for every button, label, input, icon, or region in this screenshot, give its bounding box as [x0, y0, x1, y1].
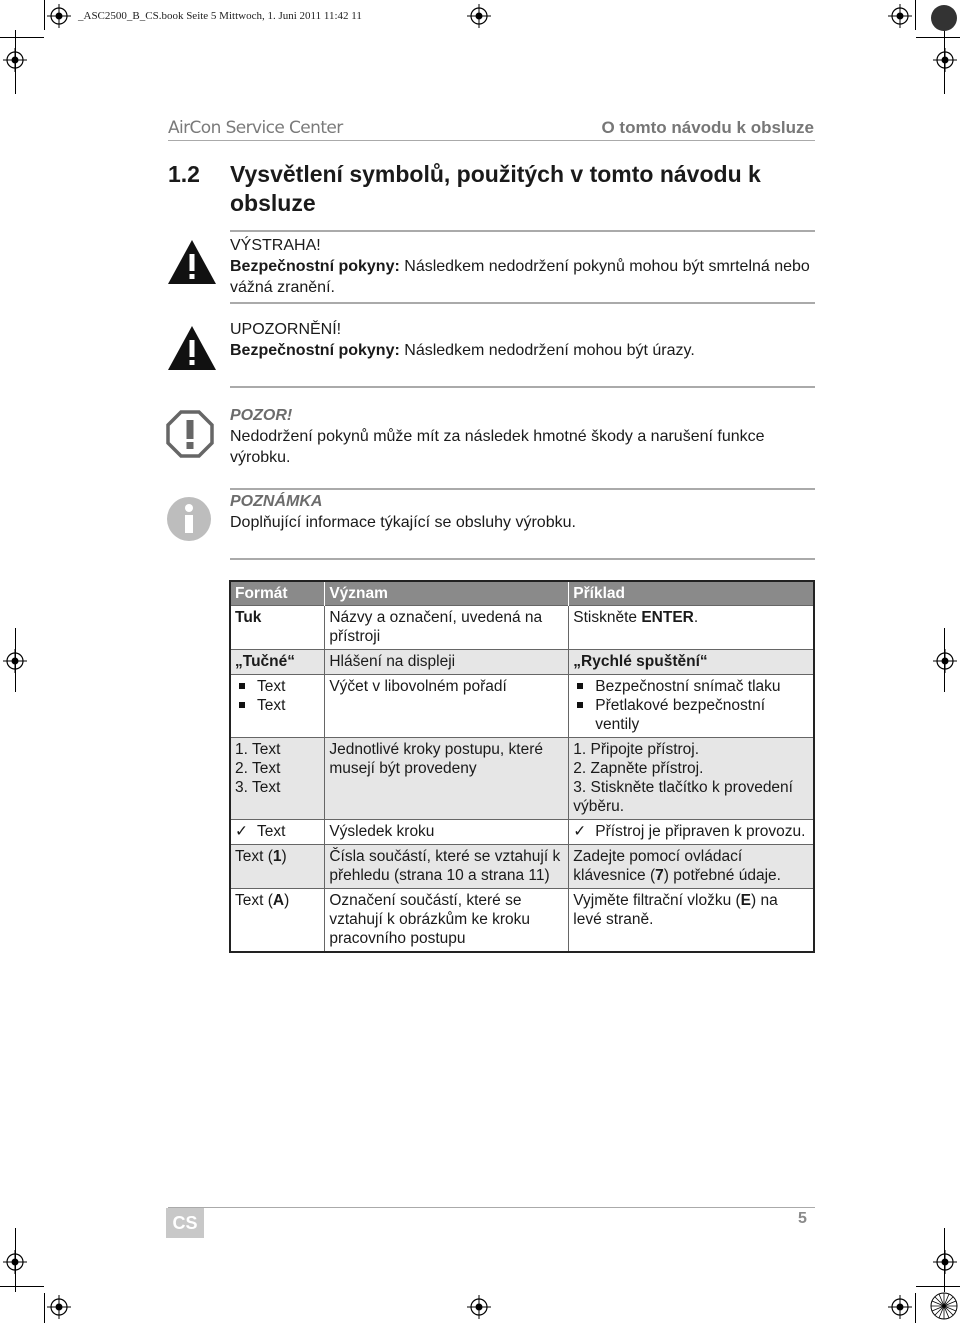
cell-meaning: Názvy a označení, uvedená na přístroji — [325, 606, 569, 650]
info-circle-icon — [166, 496, 212, 542]
registration-mark-icon — [933, 1250, 957, 1274]
notice-rule — [230, 302, 815, 304]
notice-body — [230, 256, 815, 298]
cell-meaning: Výsledek kroku — [325, 820, 569, 845]
cell-meaning: Hlášení na displeji — [325, 650, 569, 675]
bold-text: A — [272, 892, 285, 909]
registration-mark-icon — [3, 48, 27, 72]
step-item: 2. Zapněte přístroj. — [573, 760, 704, 777]
cell-format — [230, 675, 325, 738]
cell-format: „Tučné“ — [230, 650, 325, 675]
registration-mark-icon — [3, 649, 27, 673]
heading-title: Vysvětlení symbolů, použitých v tomto návodu k obsluze — [230, 161, 761, 216]
notice-body — [230, 340, 815, 361]
registration-mark-icon — [467, 4, 491, 28]
cell-format — [230, 845, 325, 889]
cell-format — [230, 820, 325, 845]
table-header-row — [230, 581, 814, 606]
cell-format — [230, 889, 325, 953]
text: . — [693, 609, 699, 626]
bold-text: 1 — [272, 848, 282, 865]
cell-example — [569, 820, 814, 845]
registration-mark-icon — [933, 48, 957, 72]
registration-mark-icon — [3, 1250, 27, 1274]
brand-logo: AirCon Service Center — [168, 118, 343, 138]
text: Text — [257, 823, 286, 840]
attention-octagon-icon — [166, 410, 214, 458]
format-table — [229, 580, 815, 953]
table-row — [230, 675, 814, 738]
notice-rule — [230, 386, 815, 388]
section-title: O tomto návodu k obsluze — [601, 118, 814, 137]
table-header-meaning: Význam — [325, 581, 569, 606]
page-title — [168, 160, 815, 220]
cell-meaning: Výčet v libovolném pořadí — [325, 675, 569, 738]
text: Text ( — [235, 892, 273, 909]
caution-triangle-icon — [166, 324, 218, 372]
notice-rule — [230, 230, 815, 232]
notice-text: Nedodržení pokynů může mít za následek hmotné škody a narušení funkce výrobku. — [230, 428, 765, 466]
registration-mark-icon — [467, 1295, 491, 1319]
notice-note — [230, 491, 815, 533]
cell-meaning: Jednotlivé kroky postupu, které musejí být provedeny — [325, 738, 569, 820]
bullet-item: Bezpečnostní snímač tlaku — [573, 677, 809, 696]
text: ) — [284, 892, 290, 909]
table-header-format: Formát — [230, 581, 325, 606]
notice-caution — [230, 319, 815, 361]
header-rule — [168, 140, 815, 141]
cell-example — [569, 675, 814, 738]
step-item: 1. Text — [235, 741, 281, 758]
table-row — [230, 845, 814, 889]
text: Přístroj je připraven k provozu. — [595, 823, 806, 840]
bullet-item: Text — [235, 677, 320, 696]
check-icon: ✓ — [235, 822, 248, 840]
notice-text: Následkem nedodržení pokynů mohou být smrtelná nebo vážná zranění. — [230, 258, 810, 296]
notice-label: Bezpečnostní pokyny: — [230, 342, 400, 359]
bold-text: ENTER — [641, 609, 694, 626]
registration-mark-icon — [47, 4, 71, 28]
notice-title: VÝSTRAHA! — [230, 237, 321, 254]
notice-label: Bezpečnostní pokyny: — [230, 258, 400, 275]
table-row — [230, 889, 814, 953]
notice-text: Následkem nedodržení mohou být úrazy. — [399, 342, 695, 359]
notice-title: UPOZORNĚNÍ! — [230, 321, 342, 338]
step-item: 3. Text — [235, 779, 281, 796]
step-item: 3. Stiskněte tlačítko k provedení výběru. — [573, 779, 793, 815]
table-row — [230, 820, 814, 845]
registration-mark-icon — [888, 1295, 912, 1319]
text: Zadejte pomocí ovládací klávesnice ( — [573, 848, 743, 884]
notice-rule — [230, 488, 815, 490]
bold-text: 7 — [655, 867, 664, 884]
starburst-mark-icon — [929, 1291, 959, 1321]
registration-mark-icon — [888, 4, 912, 28]
language-badge: CS — [166, 1208, 204, 1238]
text: ) potřebné údaje. — [663, 867, 781, 884]
text: Vyjměte filtrační vložku ( — [573, 892, 741, 909]
table-row — [230, 650, 814, 675]
registration-mark-icon — [933, 649, 957, 673]
notice-warning — [230, 235, 815, 298]
cell-format — [230, 738, 325, 820]
bullet-item: Přetlakové bezpečnostní ventily — [573, 696, 809, 734]
cell-example — [569, 889, 814, 953]
bold-text: E — [740, 892, 752, 909]
table-header-example: Příklad — [569, 581, 814, 606]
registration-mark-icon — [47, 1295, 71, 1319]
bullet-item: Text — [235, 696, 320, 715]
notice-attention — [230, 405, 815, 468]
table-row — [230, 606, 814, 650]
heading-number: 1.2 — [168, 161, 200, 187]
cell-example — [569, 738, 814, 820]
cell-example — [569, 845, 814, 889]
file-info: _ASC2500_B_CS.book Seite 5 Mittwoch, 1. Juni 2011 11:42 11 — [78, 10, 362, 22]
step-item: 1. Připojte přístroj. — [573, 741, 700, 758]
footer-rule — [168, 1207, 815, 1208]
step-item: 2. Text — [235, 760, 281, 777]
text: ) — [281, 848, 287, 865]
warning-triangle-icon — [166, 238, 218, 286]
cell-example — [569, 606, 814, 650]
cell-meaning: Čísla součástí, které se vztahují k přehledu (strana 10 a strana 11) — [325, 845, 569, 889]
text: ) na levé straně. — [573, 892, 778, 928]
color-patch-icon — [929, 3, 959, 33]
text: Stiskněte — [573, 609, 642, 626]
cell-example: „Rychlé spuštění“ — [569, 650, 814, 675]
notice-text: Doplňující informace týkající se obsluhy výrobku. — [230, 514, 576, 531]
cell-format: Tuk — [230, 606, 325, 650]
page-number: 5 — [798, 1210, 807, 1227]
check-icon: ✓ — [573, 822, 587, 840]
text: Text ( — [235, 848, 273, 865]
cell-meaning: Označení součástí, které se vztahují k obrázkům ke kroku pracovního postupu — [325, 889, 569, 953]
notice-rule — [230, 558, 815, 560]
notice-title: POZOR! — [230, 407, 293, 424]
table-row — [230, 738, 814, 820]
notice-title: POZNÁMKA — [230, 493, 323, 510]
